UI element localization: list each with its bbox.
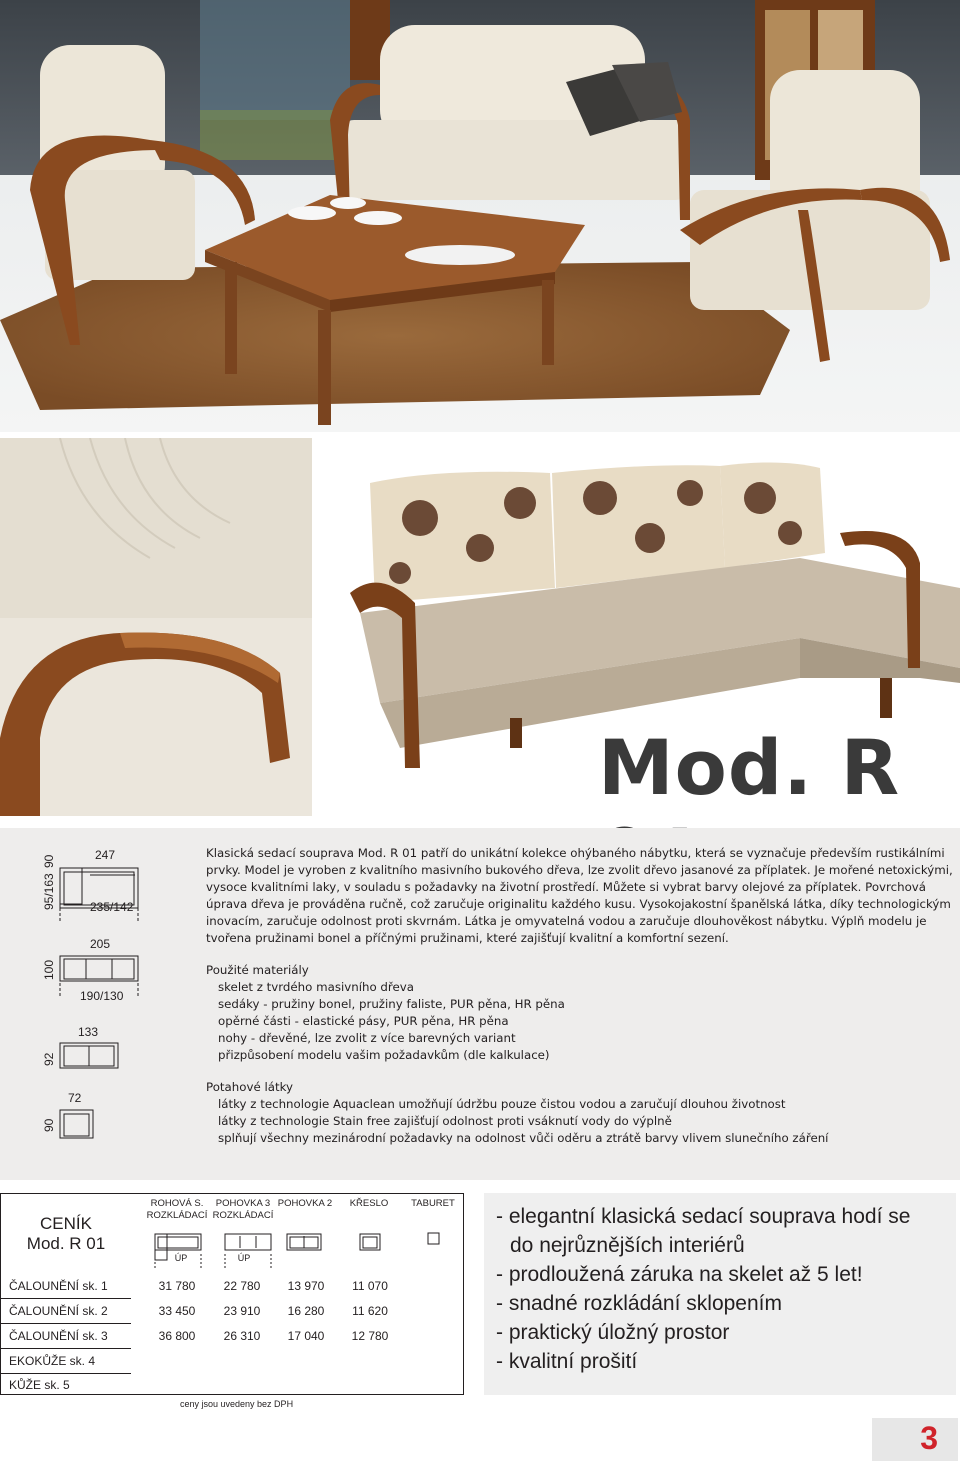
price-row-label: ČALOUNĚNÍ sk. 1 (9, 1279, 108, 1293)
dim-chair-width: 72 (68, 1091, 82, 1105)
description-line-3: vysoce kvalitními laky, v souladu s požadavky na životní prostředí. Můžete si vybrat barvy olejové za příplatek. Povrchová (206, 880, 927, 894)
materials-item: skelet z tvrdého masivního dřeva (218, 980, 414, 994)
price-table (0, 1193, 464, 1395)
page-number-box (872, 1418, 958, 1461)
model-title: Mod. R (598, 723, 901, 812)
dimension-diagrams (0, 828, 190, 1180)
price-table-title-line1: CENÍK (40, 1214, 92, 1233)
col-label: KŘESLO (349, 1198, 389, 1209)
materials-item: opěrné části - elastické pásy, PUR pěna, HR pěna (218, 1014, 509, 1028)
feature-item: - praktický úložný prostor (496, 1321, 730, 1344)
info-band (0, 828, 960, 1180)
price-cell: 11 070 (352, 1279, 388, 1293)
price-row-label: ČALOUNĚNÍ sk. 2 (9, 1304, 108, 1318)
dim-corner-depth: 90 (42, 854, 56, 868)
dim-corner-height: 95/163 (42, 873, 56, 910)
fabrics-heading: Potahové látky (206, 1080, 293, 1094)
fabrics-item: látky z technologie Aquaclean umožňují údržbu pouze čistou vodou a zaručují dlouhou životnost (218, 1097, 786, 1111)
dim-sofa3-width: 205 (90, 937, 111, 951)
price-table-title-line2: Mod. R 01 (26, 1234, 106, 1253)
materials-item: nohy - dřevěné, lze zvolit z více barevných variant (218, 1031, 516, 1045)
col-label: TABURET (411, 1198, 455, 1209)
price-cell: 26 310 (223, 1329, 261, 1343)
dim-chair-height: 90 (42, 1118, 56, 1132)
materials-item: přizpůsobení modelu vašim požadavkům (dle kalkulace) (218, 1048, 550, 1062)
product-icons (141, 1224, 461, 1274)
materials-heading: Použité materiály (206, 963, 309, 977)
living-room-photo (0, 0, 960, 432)
price-cell: 16 280 (287, 1304, 325, 1318)
feature-item: - kvalitní prošití (496, 1350, 638, 1373)
col-label: ROHOVÁ S. (150, 1198, 204, 1209)
price-cell: 13 970 (287, 1279, 325, 1293)
price-col-stool (395, 1198, 471, 1210)
description-line-2: prvky. Model je vyroben z kvalitního masivního bukového dřeva, lze zvolit dřevo jasanové za příplatek. Je mořené netoxickými, (206, 863, 953, 877)
price-cell: 31 780 (158, 1279, 196, 1293)
feature-item: - snadné rozkládání sklopením (496, 1292, 782, 1315)
sofa3-up-tag: ÚP (237, 1253, 251, 1263)
corner-sofa-photo (320, 438, 960, 816)
price-cell: 33 450 (158, 1304, 196, 1318)
features-box (484, 1193, 956, 1395)
col-sublabel: ROZKLÁDACÍ (212, 1210, 274, 1221)
dim-sofa2-width: 133 (78, 1025, 99, 1039)
page-number: 3 (920, 1420, 938, 1456)
col-label: POHOVKA 2 (277, 1198, 333, 1209)
dim-corner-inner: 235/142 (90, 900, 134, 914)
price-cell: 11 620 (352, 1304, 388, 1318)
price-cell: 12 780 (351, 1329, 389, 1343)
description-line-1: Klasická sedací souprava Mod. R 01 patří do unikátní kolekce ohýbaného nábytku, která se vyznačuje především rustikálními (206, 846, 945, 860)
feature-item: - prodloužená záruka na skelet až 5 let! (496, 1263, 863, 1286)
price-table-title (11, 1214, 121, 1254)
corner-up-tag: ÚP (174, 1253, 188, 1263)
dim-sofa3-bed: 190/130 (80, 989, 124, 1003)
feature-item: - elegantní klasická sedací souprava hodí se (496, 1205, 911, 1228)
description-line-5: inovacím, zaručuje odolnost proti skvrnám. Látka je omyvatelná vodou a zaručuje dlouhověkost nábytku. Výplň modelu je (206, 914, 927, 928)
fabrics-item: splňují všechny mezinárodní požadavky na odolnost vůči oděru a ztrátě barvy vlivem slunečního záření (218, 1131, 829, 1145)
price-row-label: EKOKŮŽE sk. 4 (9, 1354, 96, 1368)
dim-sofa2-height: 92 (42, 1052, 56, 1066)
price-cell: 17 040 (287, 1329, 325, 1343)
price-row-label: KŮŽE sk. 5 (9, 1378, 70, 1392)
armrest-detail-photo (0, 438, 312, 816)
description-line-4: úprava dřeva je prováděna ručně, což zaručuje originalitu každého kusu. Vysokojakostní španělská látka, díky technologickým (206, 897, 951, 911)
price-col-corner (139, 1198, 215, 1222)
price-row-label: ČALOUNĚNÍ sk. 3 (9, 1329, 108, 1343)
dim-corner-width: 247 (95, 848, 116, 862)
col-sublabel: ROZKLÁDACÍ (146, 1210, 208, 1221)
price-note: ceny jsou uvedeny bez DPH (180, 1399, 294, 1409)
materials-item: sedáky - pružiny bonel, pružiny faliste, PUR pěna, HR pěna (218, 997, 565, 1011)
description-line-6: tvořena pružinami bonel a příčnými pružinami, které zajišťují kvalitní a komfortní sezení. (206, 931, 729, 945)
price-cell: 36 800 (158, 1329, 196, 1343)
feature-item: do nejrůznějších interiérů (510, 1234, 745, 1257)
price-cell: 22 780 (223, 1279, 261, 1293)
price-cell: 23 910 (223, 1304, 261, 1318)
fabrics-item: látky z technologie Stain free zajišťují odolnost proti vsáknutí vody do výplně (218, 1114, 672, 1128)
dim-sofa3-height: 100 (42, 959, 56, 980)
col-label: POHOVKA 3 (215, 1198, 271, 1209)
